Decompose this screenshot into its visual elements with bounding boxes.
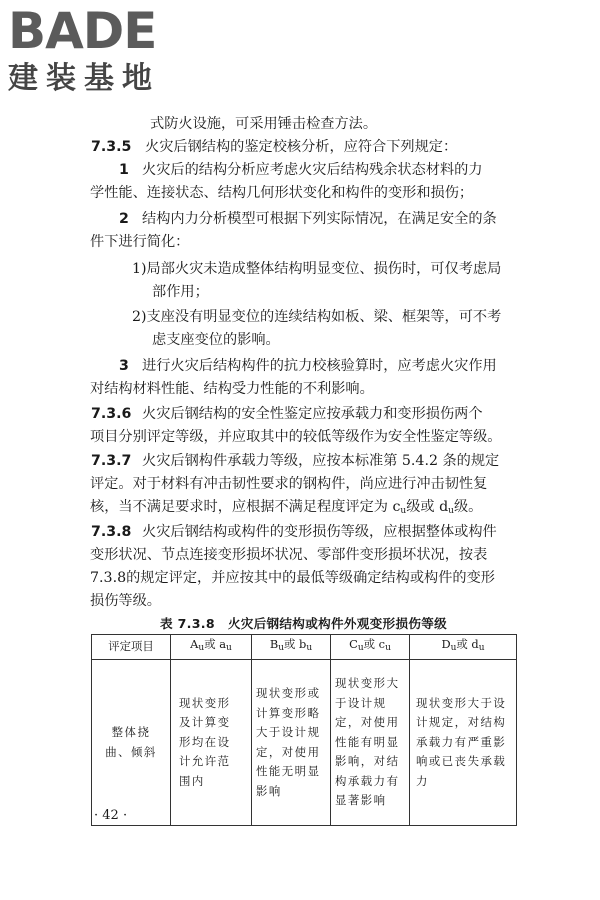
logo (8, 2, 178, 96)
header-grade-a: $A_u$或 $a_u$ (171, 635, 252, 660)
cell-grade-a: 现状变形及计算变形均在设计允许范围内 (171, 660, 252, 826)
text-line: 件下进行简化： (90, 234, 190, 250)
text-line: 7.3.5 火灾后钢结构的鉴定校核分析，应符合下列规定： (91, 139, 458, 155)
damage-grade-table (91, 634, 517, 826)
text-line: 2)支座没有明显变位的连续结构如板、梁、框架等，可不考 (132, 309, 502, 325)
text-line: 损伤等级。 (90, 593, 161, 609)
cell-grade-d: 现状变形大于设计规定，对结构承载力有严重影响或已丧失承载力 (410, 660, 517, 826)
text-line: 对结构材料性能、结构受力性能的不利影响。 (90, 381, 374, 397)
text-line: 2 结构内力分析模型可根据下列实际情况，在满足安全的条 (119, 211, 497, 227)
text-line: 式防火设施，可采用锤击检查方法。 (150, 116, 378, 132)
section-number: 7.3.7 (91, 453, 132, 469)
cell-grade-c: 现状变形大于设计规定，对使用性能有明显影响，对结构承载力有显著影响 (331, 660, 410, 826)
item-number: 2 (119, 211, 129, 227)
section-number: 7.3.8 (91, 524, 132, 540)
header-grade-d: $D_u$或 $d_u$ (410, 635, 517, 660)
item-number: 3 (119, 358, 129, 374)
page-number: · 42 · (94, 808, 128, 823)
logo-latin: BADE (8, 2, 157, 60)
text-line: 7.3.6 火灾后钢结构的安全性鉴定应按承载力和变形损伤两个 (91, 406, 483, 422)
table-header-row (92, 635, 517, 660)
table-caption: 表 7.3.8 火灾后钢结构或构件外观变形损伤等级 (160, 616, 448, 631)
text-line: 评定。对于材料有冲击韧性要求的钢构件，尚应进行冲击韧性复 (90, 476, 488, 492)
text-line: 虑支座变位的影响。 (152, 332, 280, 348)
text-line: 1 火灾后的结构分析应考虑火灾后结构残余状态材料的力 (119, 162, 483, 178)
text-line: 1)局部火灾未造成整体结构明显变位、损伤时，可仅考虑局 (132, 261, 502, 277)
item-number: 1 (119, 162, 129, 178)
text-line: 7.3.8的规定评定，并应按其中的最低等级确定结构或构件的变形 (90, 570, 495, 586)
cell-grade-b: 现状变形或计算变形略大于设计规定，对使用性能无明显影响 (252, 660, 331, 826)
header-item: 评定项目 (92, 635, 171, 660)
text-line: 部作用； (152, 284, 209, 300)
cell-item: 整体挠曲、倾斜 (92, 660, 171, 826)
table-row (92, 660, 517, 826)
logo-chinese: 建装基地 (8, 61, 160, 96)
text-line: 核，当不满足要求时，应根据不满足程度评定为 $c_u$级或 $d_u$级。 (90, 499, 483, 516)
header-grade-b: $B_u$或 $b_u$ (252, 635, 331, 660)
section-number: 7.3.5 (91, 139, 132, 155)
text-line: 项目分别评定等级，并应取其中的较低等级作为安全性鉴定等级。 (90, 429, 502, 445)
section-number: 7.3.6 (91, 406, 132, 422)
text-line: 学性能、连接状态、结构几何形状变化和构件的变形和损伤； (90, 185, 474, 201)
text-line: 7.3.7 火灾后钢构件承载力等级，应按本标准第 5.4.2 条的规定 (91, 453, 500, 469)
text-line: 7.3.8 火灾后钢结构或构件的变形损伤等级，应根据整体或构件 (91, 524, 497, 540)
header-grade-c: $C_u$或 $c_u$ (331, 635, 410, 660)
text-line: 3 进行火灾后结构构件的抗力校核验算时，应考虑火灾作用 (119, 358, 497, 374)
text-line: 变形状况、节点连接变形损坏状况、零部件变形损坏状况，按表 (90, 547, 488, 563)
